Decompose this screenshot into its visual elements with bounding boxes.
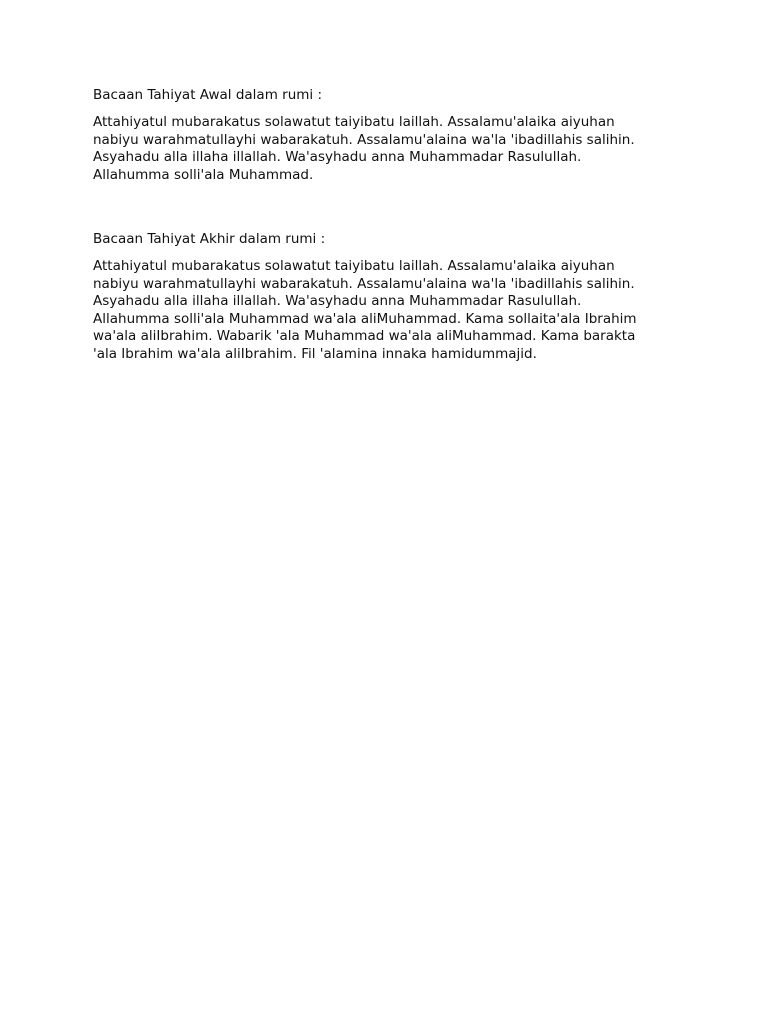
text-line: nabiyu warahmatullayhi wabarakatuh. Assalamu'alaina wa'la 'ibadillahis salihin. — [93, 275, 635, 292]
heading-tahiyat-awal: Bacaan Tahiyat Awal dalam rumi : — [93, 87, 322, 103]
text-line: nabiyu warahmatullayhi wabarakatuh. Assalamu'alaina wa'la 'ibadillahis salihin. — [93, 131, 635, 148]
text-line: Asyahadu alla illaha illallah. Wa'asyhadu anna Muhammadar Rasulullah. — [93, 293, 582, 309]
heading-tahiyat-akhir: Bacaan Tahiyat Akhir dalam rumi : — [93, 231, 326, 247]
section-tahiyat-akhir — [93, 230, 693, 363]
section-tahiyat-awal — [93, 86, 693, 184]
text-line: Attahiyatul mubarakatus solawatut taiyibatu laillah. Assalamu'alaika aiyuhan — [93, 114, 615, 130]
paragraph-tahiyat-awal — [93, 114, 693, 184]
paragraph-tahiyat-akhir — [93, 258, 693, 363]
text-line: Attahiyatul mubarakatus solawatut taiyibatu laillah. Assalamu'alaika aiyuhan — [93, 258, 615, 274]
text-line: 'ala Ibrahim wa'ala aliIbrahim. Fil 'alamina innaka hamidummajid. — [93, 345, 537, 362]
text-line: Allahumma solli'ala Muhammad wa'ala aliMuhammad. Kama sollaita'ala Ibrahim — [93, 310, 637, 327]
text-line: Allahumma solli'ala Muhammad. — [93, 166, 314, 183]
text-line: wa'ala aliIbrahim. Wabarik 'ala Muhammad wa'ala aliMuhammad. Kama barakta — [93, 328, 636, 344]
text-line: Asyahadu alla illaha illallah. Wa'asyhadu anna Muhammadar Rasulullah. — [93, 149, 582, 165]
